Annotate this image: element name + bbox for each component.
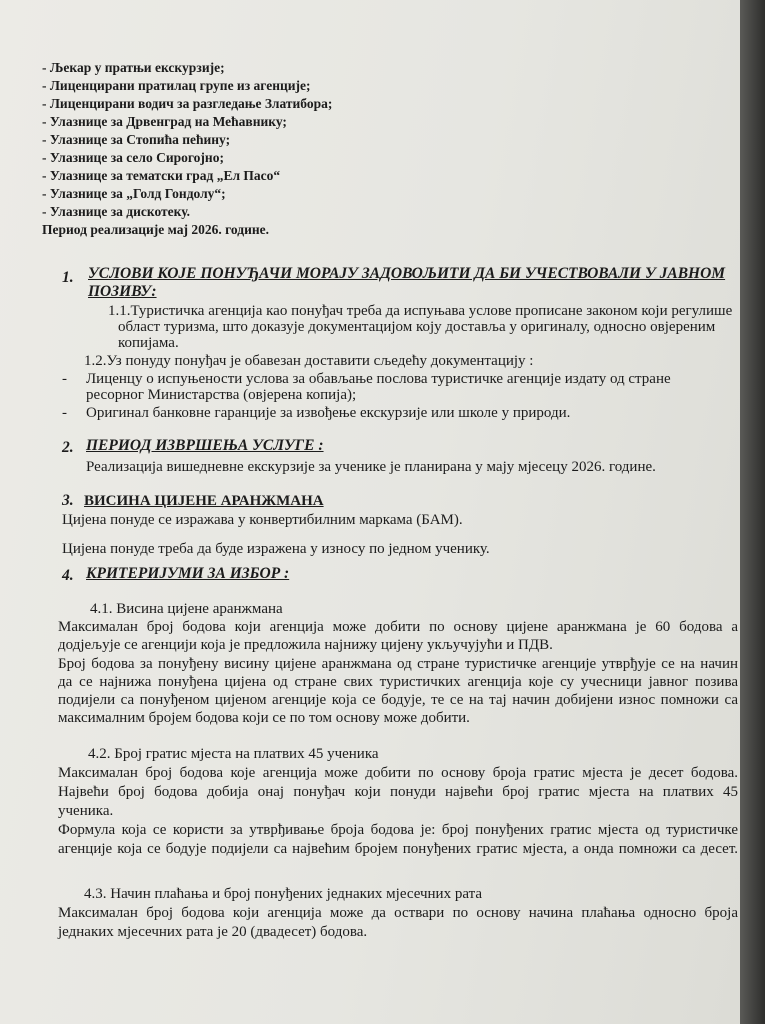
criterion-4-1-heading: 4.1. Висина цијене аранжмана	[90, 601, 283, 617]
list-item: - Улазнице за село Сирогојно;	[42, 150, 224, 165]
document-item-license: Лиценцу о испуњености услова за обављање послова туристичке агенције издату од стране	[86, 371, 671, 387]
list-item: - Улазнице за тематски град „Ел Пасо“	[42, 168, 281, 183]
criterion-4-2-line: агенције која се бодује подијели са највећим бројем понуђених гратис мјеста, а онда помножи са десет.	[58, 841, 738, 857]
list-item: - Љекар у пратњи екскурзије;	[42, 60, 225, 75]
section-1-title-cont: ПОЗИВУ:	[88, 283, 157, 300]
criterion-4-1-line: додјељује се агенцији која је предложила најнижу цијену укључујући и ПДВ.	[58, 637, 553, 653]
section-2-title: ПЕРИОД ИЗВРШЕЊА УСЛУГЕ :	[86, 437, 324, 454]
section-3-text: Цијена понуде треба да буде изражена у износу по једном ученику.	[62, 541, 490, 557]
criterion-4-3-heading: 4.3. Начин плаћања и број понуђених једнаких мјесечних рата	[84, 886, 482, 902]
criterion-4-1-line: да се најнижа понуђена цијена од стране свих туристичких агенција које су учесници јавног позива	[58, 674, 738, 690]
criterion-4-1-line: Максималан број бодова који агенција може добити по основу цијене аранжмана је 60 бодова а	[58, 619, 738, 635]
criterion-4-2-line: Највећи број бодова добија онај понуђач који понуди највећи број гратис мјеста на платвих 45	[58, 784, 738, 800]
criterion-4-1-line: подијели са понуђеном цијеном агенције која се бодује, те се на тај начин добијени износ помножи са	[58, 692, 738, 708]
paragraph-1-1-cont: копијама.	[118, 335, 179, 351]
section-1-title: УСЛОВИ КОЈЕ ПОНУЂАЧИ МОРАЈУ ЗАДОВОЉИТИ ДА БИ УЧЕСТВОВАЛИ У ЈАВНОМ	[88, 265, 726, 282]
list-item: - Лиценцирани водич за разгледање Златибора;	[42, 96, 333, 111]
realization-period: Период реализације мај 2026. године.	[42, 222, 270, 237]
section-4-title: КРИТЕРИЈУМИ ЗА ИЗБОР :	[86, 565, 290, 582]
section-3-title: ВИСИНА ЦИЈЕНЕ АРАНЖМАНА	[84, 493, 324, 509]
section-2-number: 2.	[62, 439, 74, 456]
criterion-4-1-line: Број бодова за понуђену висину цијене аранжмана од стране туристичке агенције утврђује се на начин	[58, 656, 738, 672]
list-item: - Улазнице за Дрвенград на Мећавнику;	[42, 114, 287, 129]
paragraph-1-1-cont: област туризма, што доказује документацијом коју доставља у оригиналу, односно овјереним	[118, 319, 716, 335]
list-item: - Лиценцирани пратилац групе из агенције;	[42, 78, 311, 93]
section-2-text: Реализација вишедневне екскурзије за ученике је планирана у мају мјесецу 2026. године.	[86, 459, 656, 475]
paragraph-1-2: 1.2.Уз понуду понуђач је обавезан доставити сљедећу документацију :	[84, 353, 534, 369]
section-4-number: 4.	[62, 567, 74, 584]
criterion-4-2-line: Максималан број бодова које агенција може добити по основу броја гратис мјеста је десет бодова.	[58, 765, 738, 781]
paragraph-1-1: 1.1.Туристичка агенција као понуђач треба да испуњава услове прописане законом који регулише	[108, 303, 733, 319]
page-edge-shadow	[740, 0, 765, 1024]
bullet-dash: -	[62, 371, 67, 387]
criterion-4-1-line: максималним бројем бодова који се по том основу може добити.	[58, 710, 470, 726]
criterion-4-2-heading: 4.2. Број гратис мјеста на платвих 45 ученика	[88, 746, 379, 762]
list-item: - Улазнице за Стопића пећину;	[42, 132, 231, 147]
criterion-4-2-line: Формула која се користи за утврђивање броја бодова је: број понуђених гратис мјеста од туристичке	[58, 822, 738, 838]
bullet-dash: -	[62, 405, 67, 421]
section-3-text: Цијена понуде се изражава у конвертибилним маркама (БАМ).	[62, 512, 463, 528]
list-item: - Улазнице за „Голд Гондолу“;	[42, 186, 226, 201]
list-item: - Улазнице за дискотеку.	[42, 204, 191, 219]
document-item-license-cont: ресорног Министарства (овјерена копија);	[86, 387, 357, 403]
section-1-number: 1.	[62, 269, 74, 286]
document-item-guarantee: Оригинал банковне гаранције за извођење екскурзије или школе у природи.	[86, 405, 571, 421]
section-3-number: 3.	[62, 492, 74, 509]
criterion-4-3-line: Максималан број бодова који агенција може да оствари по основу начина плаћања односно броја	[58, 905, 738, 921]
criterion-4-3-line: једнаких мјесечних рата је 20 (двадесет) бодова.	[58, 924, 368, 940]
criterion-4-2-line: ученика.	[58, 803, 114, 819]
